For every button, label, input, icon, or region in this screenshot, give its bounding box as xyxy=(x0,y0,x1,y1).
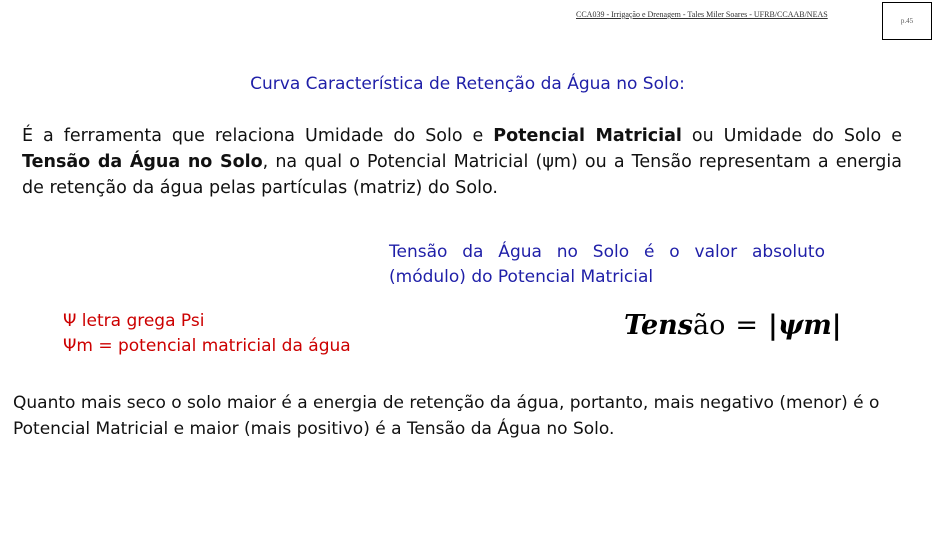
tension-formula xyxy=(624,310,842,341)
conclusion-paragraph: Quanto mais seco o solo maior é a energia de retenção da água, portanto, mais negativo (menor) é o Potencial Matricial e maior (mais positivo) é a Tensão da Água no Solo. xyxy=(13,393,880,439)
tension-definition: Tensão da Água no Solo é o valor absoluto (módulo) do Potencial Matricial xyxy=(389,242,825,287)
header-course-info: CCA039 - Irrigação e Drenagem - Tales Miler Soares - UFRB/CCAAB/NEAS xyxy=(576,10,828,19)
slide-title: Curva Característica de Retenção da Água no Solo: xyxy=(250,74,685,94)
intro-text-1: É a ferramenta que relaciona Umidade do Solo e xyxy=(22,126,494,146)
intro-bold-potencial-matricial: Potencial Matricial xyxy=(493,126,682,146)
page-number: p.45 xyxy=(900,17,914,25)
formula-equals: = xyxy=(735,310,758,341)
page-number-box xyxy=(882,2,932,40)
psi-note-matric-potential: Ψm = potencial matricial da água xyxy=(63,336,351,356)
intro-paragraph xyxy=(22,123,902,201)
intro-bold-tensao-agua-solo: Tensão da Água no Solo xyxy=(22,152,263,172)
formula-lhs-italic: Tens xyxy=(624,310,694,341)
psi-note-letter: Ψ letra grega Psi xyxy=(63,311,205,331)
formula-lhs-upright: ão xyxy=(693,310,726,341)
psi-notes xyxy=(63,309,351,359)
formula-rhs: |ψm| xyxy=(768,310,842,341)
intro-text-2: ou Umidade do Solo e xyxy=(681,126,902,146)
intro-text-3: , na qual o Potencial Matricial (ψm) ou a Tensão representam a energia de retenção da água pelas partículas (matriz) do Solo. xyxy=(22,152,902,198)
